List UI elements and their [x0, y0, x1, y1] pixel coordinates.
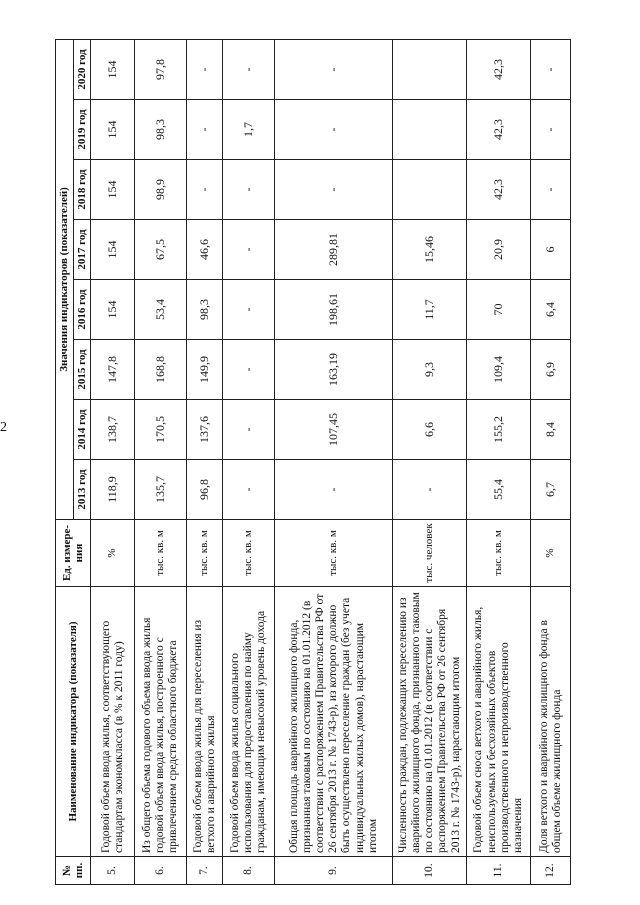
value-cell: -: [223, 460, 275, 520]
value-cell: 6,9: [531, 340, 571, 400]
value-cell: 168,8: [135, 340, 187, 400]
value-cell: 154: [91, 220, 135, 280]
value-cell: 42,3: [467, 160, 531, 220]
value-cell: -: [223, 39, 275, 99]
row-number: 10.: [393, 857, 467, 885]
header-name: Наименование индикатора (показателя): [56, 587, 91, 857]
value-cell: 9,3: [393, 340, 467, 400]
indicator-name: Годовой объем ввода жилья, соответствующего стандартам экономкласса (в % к 2011 году): [91, 587, 135, 857]
value-cell: -: [187, 160, 223, 220]
row-number: 11.: [467, 857, 531, 885]
value-cell: -: [223, 340, 275, 400]
value-cell: -: [223, 160, 275, 220]
value-cell: -: [393, 460, 467, 520]
value-cell: 55,4: [467, 460, 531, 520]
row-number: 5.: [91, 857, 135, 885]
table-row: [275, 39, 393, 884]
header-num: № пп.: [56, 857, 91, 885]
value-cell: [393, 160, 467, 220]
indicators-table: [55, 39, 571, 885]
value-cell: 67,5: [135, 220, 187, 280]
value-cell: 42,3: [467, 39, 531, 99]
table-row: [91, 39, 135, 884]
value-cell: -: [223, 400, 275, 460]
unit-cell: тыс. кв. м: [275, 520, 393, 587]
value-cell: -: [275, 100, 393, 160]
header-unit: Ед. измере-ния: [56, 520, 91, 587]
value-cell: 98,3: [187, 280, 223, 340]
header-year: 2014 год: [73, 400, 91, 460]
unit-cell: тыс. кв. м: [187, 520, 223, 587]
unit-cell: тыс. кв. м: [467, 520, 531, 587]
indicator-name: Из общего объема годового объема ввода жилья годовой объем ввода жилья, построенного с привлечением средств областного бюджета: [135, 587, 187, 857]
value-cell: 138,7: [91, 400, 135, 460]
row-number: 9.: [275, 857, 393, 885]
value-cell: 118,9: [91, 460, 135, 520]
header-values-group: Значения индикаторов (показателей): [56, 39, 74, 519]
value-cell: 198,61: [275, 280, 393, 340]
unit-cell: тыс. кв. м: [135, 520, 187, 587]
row-number: 12.: [531, 857, 571, 885]
value-cell: 109,4: [467, 340, 531, 400]
indicator-name: Годовой объем ввода жилья социального использования для предоставления по найму гражданам, имеющим невысокий уровень дохода: [223, 587, 275, 857]
value-cell: 154: [91, 39, 135, 99]
indicator-name: Годовой объем сноса ветхого и аварийного жилья, неиспользуемых и бесхозяйных объектов производственного и непроизводственного назначения: [467, 587, 531, 857]
value-cell: 147,8: [91, 340, 135, 400]
value-cell: -: [531, 160, 571, 220]
unit-cell: %: [91, 520, 135, 587]
value-cell: 107,45: [275, 400, 393, 460]
page-number: 2: [0, 420, 7, 435]
indicator-name: Доля ветхого и аварийного жилищного фонда в общем объеме жилищного фонда: [531, 587, 571, 857]
table-row: [393, 39, 467, 884]
value-cell: 135,7: [135, 460, 187, 520]
value-cell: [393, 39, 467, 99]
value-cell: 53,4: [135, 280, 187, 340]
value-cell: 163,19: [275, 340, 393, 400]
row-number: 6.: [135, 857, 187, 885]
value-cell: 137,6: [187, 400, 223, 460]
header-year: 2020 год: [73, 39, 91, 99]
indicator-name: Общая площадь аварийного жилищного фонда, признанная таковым по состоянию на 01.01.2012 (в соответствии с распоряжением Правительства РФ от 26 сентября 2013 г. № 1743-р), из которого должно быть осуществлено переселение граждан (без учета индивидуальных жилых домов), нарастающим итогом: [275, 587, 393, 857]
value-cell: 46,6: [187, 220, 223, 280]
value-cell: 96,8: [187, 460, 223, 520]
value-cell: 1,7: [223, 100, 275, 160]
header-row: [56, 39, 74, 884]
value-cell: 154: [91, 160, 135, 220]
value-cell: 70: [467, 280, 531, 340]
row-number: 7.: [187, 857, 223, 885]
header-year: 2013 год: [73, 460, 91, 520]
table-row: [223, 39, 275, 884]
value-cell: 11,7: [393, 280, 467, 340]
table-row: [187, 39, 223, 884]
header-year: 2016 год: [73, 280, 91, 340]
header-year: 2015 год: [73, 340, 91, 400]
indicator-name: Численность граждан, подлежащих переселению из аварийного жилищного фонда, признанного таковым по состоянию на 01.01.2012 (в соответствии с распоряжением Правительства РФ от 26 сентября 2013 г. № 1743-р), нарастающим итогом: [393, 587, 467, 857]
header-year: 2017 год: [73, 220, 91, 280]
value-cell: 6,6: [393, 400, 467, 460]
value-cell: -: [187, 39, 223, 99]
header-year: 2019 год: [73, 100, 91, 160]
value-cell: -: [275, 39, 393, 99]
value-cell: -: [187, 100, 223, 160]
value-cell: 149,9: [187, 340, 223, 400]
value-cell: 8,4: [531, 400, 571, 460]
value-cell: 154: [91, 280, 135, 340]
value-cell: -: [275, 460, 393, 520]
value-cell: 154: [91, 100, 135, 160]
value-cell: -: [275, 160, 393, 220]
table-row: [467, 39, 531, 884]
header-year: 2018 год: [73, 160, 91, 220]
value-cell: 97,8: [135, 39, 187, 99]
value-cell: -: [531, 39, 571, 99]
value-cell: 155,2: [467, 400, 531, 460]
row-number: 8.: [223, 857, 275, 885]
value-cell: [393, 100, 467, 160]
value-cell: 6,4: [531, 280, 571, 340]
value-cell: 170,5: [135, 400, 187, 460]
table-row: [531, 39, 571, 884]
value-cell: 15,46: [393, 220, 467, 280]
unit-cell: %: [531, 520, 571, 587]
value-cell: -: [531, 100, 571, 160]
value-cell: 6,7: [531, 460, 571, 520]
value-cell: -: [223, 220, 275, 280]
unit-cell: тыс. кв. м: [223, 520, 275, 587]
value-cell: 6: [531, 220, 571, 280]
table-row: [135, 39, 187, 884]
value-cell: 42,3: [467, 100, 531, 160]
indicator-name: Годовой объем ввода жилья для переселения из ветхого и аварийного жилья: [187, 587, 223, 857]
value-cell: 98,9: [135, 160, 187, 220]
value-cell: -: [223, 280, 275, 340]
value-cell: 98,3: [135, 100, 187, 160]
value-cell: 289,81: [275, 220, 393, 280]
value-cell: 20,9: [467, 220, 531, 280]
unit-cell: тыс. человек: [393, 520, 467, 587]
